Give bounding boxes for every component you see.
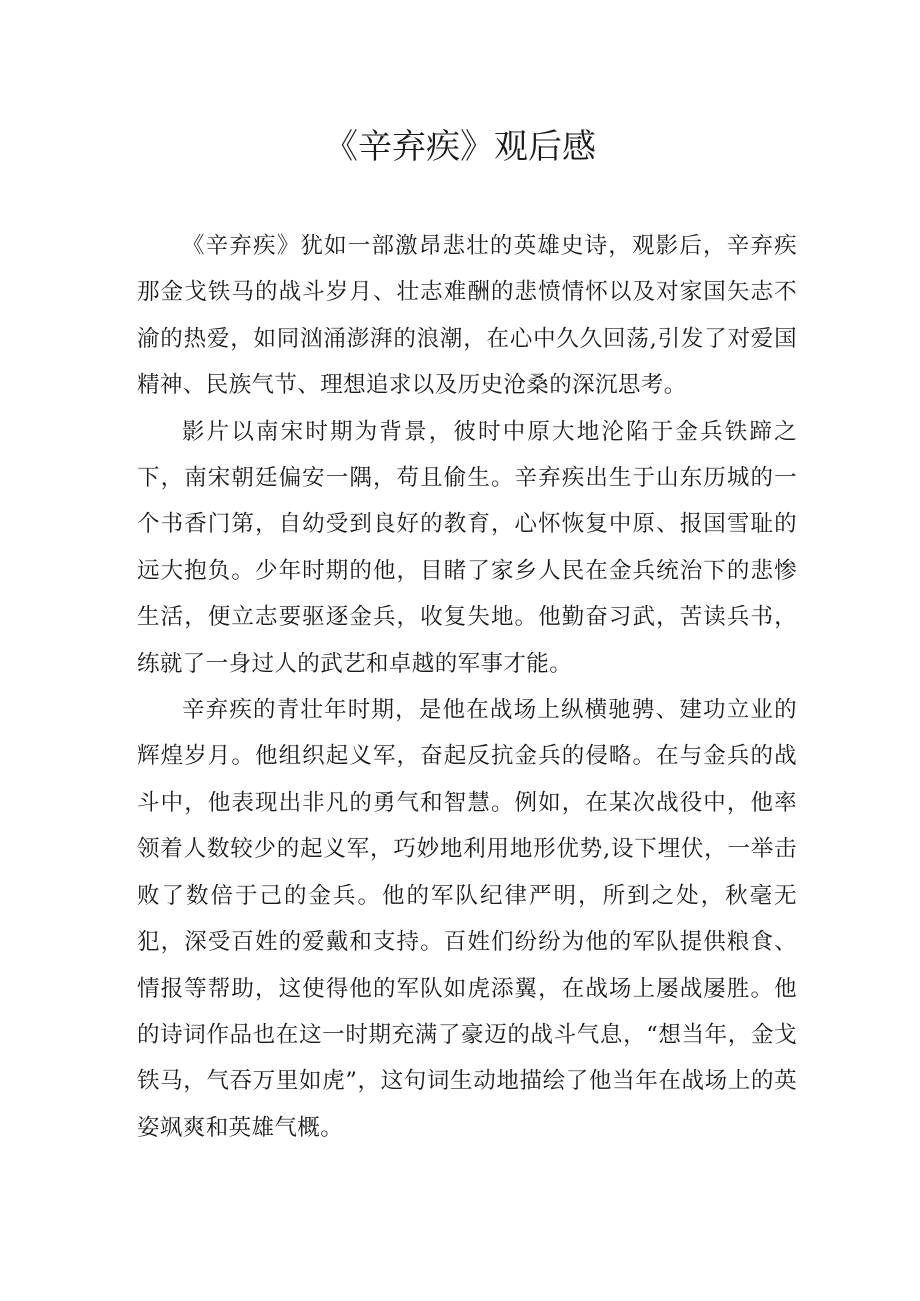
paragraph-2: 影片以南宋时期为背景，彼时中原大地沦陷于金兵铁蹄之下，南宋朝廷偏安一隅，苟且偷生。辛弃疾出生于山东历城的一个书香门第，自幼受到良好的教育，心怀恢复中原、报国雪耻的远大抱负。少年时期的他，目睹了家乡人民在金兵统治下的悲惨生活，便立志要驱逐金兵，收复失地。他勤奋习武，苦读兵书，练就了一身过人的武艺和卓越的军事才能。 (137, 418, 797, 677)
paragraph-3: 辛弃疾的青壮年时期，是他在战场上纵横驰骋、建功立业的辉煌岁月。他组织起义军，奋起反抗金兵的侵略。在与金兵的战斗中，他表现出非凡的勇气和智慧。例如，在某次战役中，他率领着人数较少的起义军，巧妙地利用地形优势,设下埋伏，一举击败了数倍于己的金兵。他的军队纪律严明，所到之处，秋毫无犯，深受百姓的爱戴和支持。百姓们纷纷为他的军队提供粮食、情报等帮助，这使得他的军队如虎添翼，在战场上屡战屡胜。他的诗词作品也在这一时期充满了豪迈的战斗气息，“想当年，金戈铁马，气吞万里如虎”，这句词生动地描绘了他当年在战场上的英姿飒爽和英雄气概。 (137, 697, 797, 1141)
paragraph-1: 《辛弃疾》犹如一部激昂悲壮的英雄史诗，观影后，辛弃疾那金戈铁马的战斗岁月、壮志难酬的悲愤情怀以及对家国矢志不渝的热爱，如同汹涌澎湃的浪潮，在心中久久回荡,引发了对爱国精神、民族气节、理想追求以及历史沧桑的深沉思考。 (137, 233, 797, 399)
document-body (137, 223, 797, 1151)
page-title: 《辛弃疾》观后感 (324, 127, 596, 167)
